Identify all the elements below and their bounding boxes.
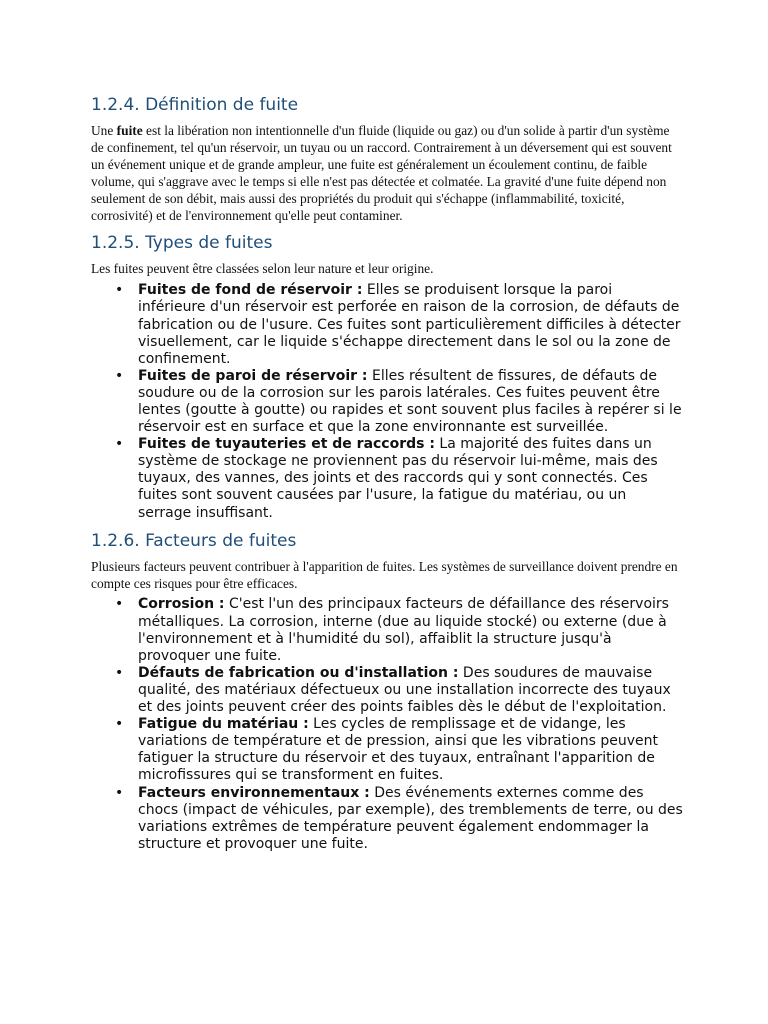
list-item-text: Elles résultent de fissures, de défauts de soudure ou de la corrosion sur les parois latérales. Ces fuites peuvent être lentes (goutte à goutte) ou rapides et sont souvent plus faciles à repérer si le réservoir est en surface et que la zone environnante est surveillée. (138, 367, 682, 436)
list-item-term: Fuites de tuyauteries et de raccords : (138, 436, 435, 453)
list-types-de-fuites (91, 282, 683, 521)
paragraph-definition (91, 123, 683, 224)
bullet-icon: • (115, 596, 124, 613)
list-item-term: Fuites de paroi de réservoir : (138, 367, 368, 384)
list-item (115, 436, 683, 521)
heading-types-de-fuites: 1.2.5. Types de fuites (91, 233, 273, 254)
list-item-term: Fuites de fond de réservoir : (138, 282, 363, 299)
heading-definition-fuite: 1.2.4. Définition de fuite (91, 95, 299, 115)
list-facteurs-de-fuites (91, 596, 683, 852)
bullet-icon: • (115, 784, 124, 801)
bullet-icon: • (115, 436, 124, 453)
list-item-text: Des événements externes comme des chocs (impact de véhicules, par exemple), des tremblements de terre, ou des variations extrêmes de température peuvent également endommager la structure et provoquer une fuite. (138, 784, 683, 852)
document-page (91, 93, 683, 853)
bullet-icon: • (115, 716, 124, 733)
bullet-icon: • (115, 367, 124, 384)
list-item (115, 282, 683, 367)
list-item-text: Les cycles de remplissage et de vidange, les variations de température et de pression, ainsi que les vibrations peuvent fatiguer la structure du réservoir et des tuyaux, entraînant l'apparition de microfissures qui se transforment en fuites. (138, 716, 658, 784)
paragraph-facteurs-intro: Plusieurs facteurs peuvent contribuer à l'apparition de fuites. Les systèmes de surveillance doivent prendre en compte ces risques pour être efficaces. (91, 558, 678, 591)
paragraph-definition-text: est la libération non intentionnelle d'un fluide (liquide ou gaz) ou d'un solide à partir d'un système de confinement, tel qu'un réservoir, un tuyau ou un raccord. Contrairement à un déversement qui est souvent un événement unique et de grande ampleur, une fuite est généralement un écoulement continu, de faible volume, qui s'aggrave avec le temps si elle n'est pas détectée et colmatée. La gravité d'une fuite dépend non seulement de son débit, mais aussi des propriétés du produit qui s'échappe (inflammabilité, toxicité, corrosivité) et de l'environnement qu'elle peut contaminer. (91, 123, 672, 223)
list-item-text: La majorité des fuites dans un système de stockage ne proviennent pas du réservoir lui-même, mais des tuyaux, des vannes, des joints et des raccords qui y sont connectés. Ces fuites sont souvent causées par l'usure, la fatigue du matériau, ou un serrage insuffisant. (138, 436, 658, 521)
list-item-text: Elles se produisent lorsque la paroi inférieure d'un réservoir est perforée en raison de la corrosion, de défauts de fabrication ou de l'usure. Ces fuites sont particulièrement difficiles à détecter visuellement, car le liquide s'échappe directement dans le sol ou la zone de confinement. (138, 282, 681, 367)
paragraph-definition-term: fuite (116, 123, 143, 138)
paragraph-definition-prefix: Une (91, 123, 117, 138)
list-item (115, 784, 683, 853)
list-item (115, 664, 683, 716)
list-item (115, 596, 683, 664)
list-item (115, 367, 683, 436)
heading-facteurs-de-fuites: 1.2.6. Facteurs de fuites (91, 530, 297, 551)
list-item-term: Corrosion : (138, 596, 225, 613)
list-item-term: Facteurs environnementaux : (138, 784, 370, 801)
list-item-text: C'est l'un des principaux facteurs de défaillance des réservoirs métalliques. La corrosion, interne (due au liquide stocké) ou externe (due à l'environnement et à l'humidité du sol), affaiblit la structure jusqu'à provoquer une fuite. (138, 596, 669, 664)
bullet-icon: • (115, 282, 124, 299)
list-item-text: Des soudures de mauvaise qualité, des matériaux défectueux ou une installation incorrecte des tuyaux et des joints peuvent créer des points faibles dès le début de l'exploitation. (138, 664, 671, 716)
list-item-term: Défauts de fabrication ou d'installation : (138, 664, 459, 681)
list-item-term: Fatigue du matériau : (138, 716, 309, 733)
list-item (115, 716, 683, 784)
paragraph-types-intro: Les fuites peuvent être classées selon leur nature et leur origine. (91, 261, 434, 277)
bullet-icon: • (115, 664, 124, 681)
